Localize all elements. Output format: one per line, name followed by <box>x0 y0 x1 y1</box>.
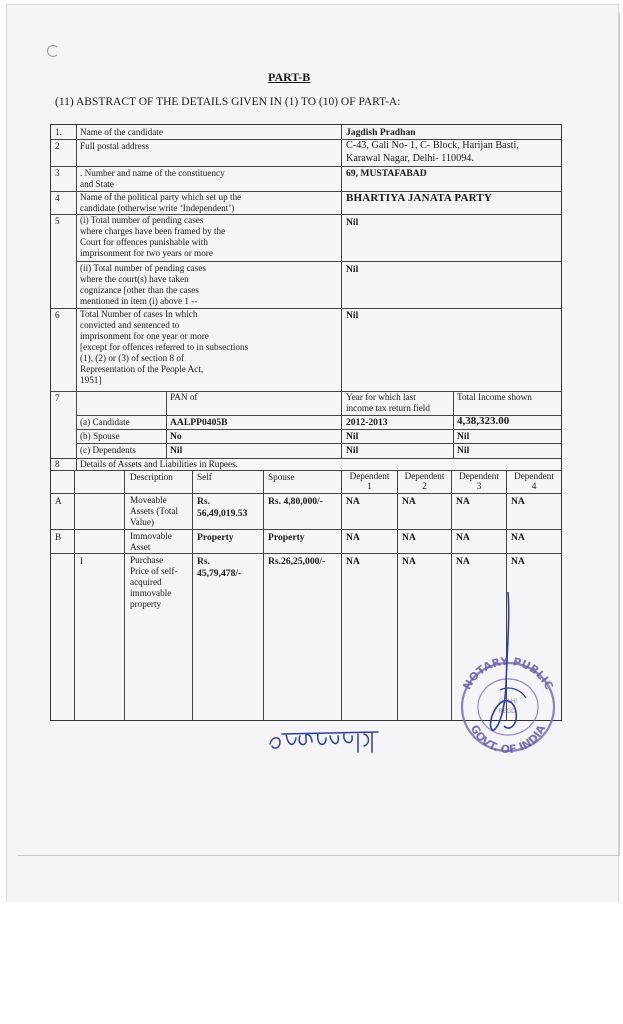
row-5-i-line-1: (i) Total number of pending cases <box>80 215 204 225</box>
asset-row-b-self: Property <box>197 532 234 543</box>
row-1-number: 1. <box>55 127 62 137</box>
svg-text:DELHI: DELHI <box>498 698 518 705</box>
pan-row-spouse-label: (b) Spouse <box>80 431 120 441</box>
row-5-i-line-4: imprisonment for two years or more <box>80 248 213 258</box>
row-2-number: 2 <box>55 141 60 151</box>
asset-row-a-dep-2: NA <box>402 496 416 507</box>
header-dependent-2-num: 2 <box>422 481 427 491</box>
header-dependent-4: Dependent <box>514 471 554 481</box>
row-6-value: Nil <box>346 310 359 321</box>
political-party-value: BHARTIYA JANATA PARTY <box>346 192 493 204</box>
row-5-ii-line-1: (ii) Total number of pending cases <box>80 263 206 273</box>
header-dependent-3: Dependent <box>459 471 499 481</box>
row-5-i-line-2: where charges have been framed by the <box>80 226 226 236</box>
asset-row-i-spouse: Rs.26,25,000/- <box>268 556 326 567</box>
abstract-title: (11) ABSTRACT OF THE DETAILS GIVEN IN (1) TO (10) OF PART-A: <box>55 96 401 108</box>
row-5-ii-line-3: cognizance [other than the cases <box>80 285 199 295</box>
pan-row-spouse-income: Nil <box>457 431 470 442</box>
pan-row-dependents-label: (c) Dependents <box>80 445 136 455</box>
asset-row-a-self-1: Rs. <box>197 496 211 507</box>
asset-row-b-key: B <box>55 532 62 542</box>
row-8-number: 8 <box>55 459 60 469</box>
pan-row-candidate-pan: AALPP0405B <box>170 417 228 428</box>
row-5-ii-line-2: where the court(s) have taken <box>80 274 189 284</box>
asset-row-a-dep-4: NA <box>511 496 525 507</box>
row-1-label: Name of the candidate <box>80 127 163 137</box>
row-6-line-1: Total Number of cases In which <box>80 309 198 319</box>
pan-row-spouse-year: Nil <box>346 431 359 442</box>
row-8-label: Details of Assets and Liabilities in Rupees. <box>80 459 238 469</box>
row-6-line-3: imprisonment for one year or more <box>80 331 209 341</box>
row-6-line-5: (1), (2) or (3) of section 8 of <box>80 353 185 363</box>
row-4-label-line-2: candidate (otherwise write ‘Independent’) <box>80 203 235 213</box>
pan-header: PAN of <box>170 392 198 402</box>
row-6-number: 6 <box>55 310 60 320</box>
asset-row-a-self-2: 56,49,019.53 <box>197 508 248 519</box>
postal-address-line-2: Karawal Nagar, Delhi- 110094. <box>346 153 474 164</box>
asset-row-i-dep-2: NA <box>402 556 416 567</box>
year-header-line-2: income tax return field <box>346 403 430 413</box>
header-dependent-3-num: 3 <box>476 481 482 491</box>
row-6-line-2: convicted and sentenced to <box>80 320 180 330</box>
pan-row-dependents-income: Nil <box>457 445 470 456</box>
asset-row-a-desc-1: Moveable <box>130 495 167 505</box>
asset-row-i-desc-1: Purchase <box>130 555 164 565</box>
row-5-ii-value: Nil <box>346 264 359 275</box>
header-spouse: Spouse <box>268 472 295 482</box>
asset-row-b-dep-1: NA <box>346 532 360 543</box>
blank-scan-margin <box>0 902 623 1024</box>
row-4-number: 4 <box>55 193 60 203</box>
row-5-i-value: Nil <box>346 217 359 228</box>
asset-row-i-dep-3: NA <box>456 556 470 567</box>
asset-row-b-dep-2: NA <box>402 532 416 543</box>
notary-signature <box>470 590 550 740</box>
svg-text:NOTARY PUBLIC: NOTARY PUBLIC <box>460 655 556 692</box>
svg-text:REGD.: REGD. <box>498 708 518 715</box>
candidate-name: Jagdish Pradhan <box>346 127 416 138</box>
asset-row-b-spouse: Property <box>268 532 305 543</box>
asset-row-b-desc-1: Immovable <box>130 531 172 541</box>
asset-row-i-dep-4: NA <box>511 556 525 567</box>
asset-row-i-desc-5: property <box>130 599 162 609</box>
asset-row-a-spouse: Rs. 4,80,000/- <box>268 496 323 507</box>
asset-row-i-dep-1: NA <box>346 556 360 567</box>
row-5-ii-line-4: mentioned in item (i) above 1 -- <box>80 296 198 306</box>
asset-row-a-key: A <box>55 496 62 506</box>
row-5-i-line-3: Court for offences punishable with <box>80 237 208 247</box>
asset-row-i-self-2: 45,79,478/- <box>197 568 242 579</box>
asset-row-i-desc-4: immovable <box>130 588 172 598</box>
year-header-line-1: Year for which last <box>346 392 416 402</box>
row-2-label: Full postal address <box>80 141 149 151</box>
asset-row-a-desc-2: Assets (Total <box>130 506 179 516</box>
row-5-number: 5 <box>55 216 60 226</box>
row-4-label-line-1: Name of the political party which set up the <box>80 192 242 202</box>
header-self: Self <box>197 472 212 482</box>
pan-row-candidate-income: 4,38,323.00 <box>457 415 510 427</box>
part-b-heading: PART-B <box>268 70 311 84</box>
asset-row-a-desc-3: Value) <box>130 517 154 527</box>
header-dependent-2: Dependent <box>404 471 445 481</box>
header-dependent-1: Dependent <box>349 471 390 481</box>
asset-row-i-desc-2: Price of self- <box>130 566 178 576</box>
punch-hole <box>47 45 59 57</box>
svg-text:GOVT. OF INDIA: GOVT. OF INDIA <box>467 722 549 755</box>
row-7-number: 7 <box>55 393 60 403</box>
row-3-number: 3 <box>55 168 60 178</box>
asset-row-b-dep-4: NA <box>511 532 525 543</box>
asset-row-i-desc-3: acquired <box>130 577 162 587</box>
row-6-line-7: 1951] <box>80 375 102 385</box>
asset-row-a-dep-3: NA <box>456 496 470 507</box>
income-header: Total Income shown <box>457 392 532 402</box>
constituency-value: 69, MUSTAFABAD <box>346 168 427 179</box>
row-3-label-line-1: . Number and name of the constituency <box>80 168 225 178</box>
row-3-label-line-2: and State <box>80 179 114 189</box>
header-dependent-4-num: 4 <box>531 481 537 491</box>
pan-row-dependents-year: Nil <box>346 445 359 456</box>
asset-row-b-desc-2: Asset <box>130 542 151 552</box>
header-description: Description <box>130 472 173 482</box>
asset-row-i-key: I <box>80 556 84 566</box>
pan-row-spouse-pan: No <box>170 431 182 442</box>
asset-row-b-dep-3: NA <box>456 532 470 543</box>
asset-row-i-self-1: Rs. <box>197 556 211 567</box>
row-6-line-6: Representation of the People Act, <box>80 364 204 374</box>
pan-row-candidate-year: 2012-2013 <box>346 417 388 428</box>
pan-row-dependents-pan: Nil <box>170 445 183 456</box>
asset-row-a-dep-1: NA <box>346 496 360 507</box>
header-dependent-1-num: 1 <box>367 481 372 491</box>
postal-address-line-1: C-43, Gali No- 1, C- Block, Harijan Basti, <box>346 140 519 151</box>
row-6-line-4: [except for offences referred to in subsections <box>80 342 249 352</box>
candidate-signature <box>266 722 382 756</box>
pan-row-candidate-label: (a) Candidate <box>80 417 130 427</box>
